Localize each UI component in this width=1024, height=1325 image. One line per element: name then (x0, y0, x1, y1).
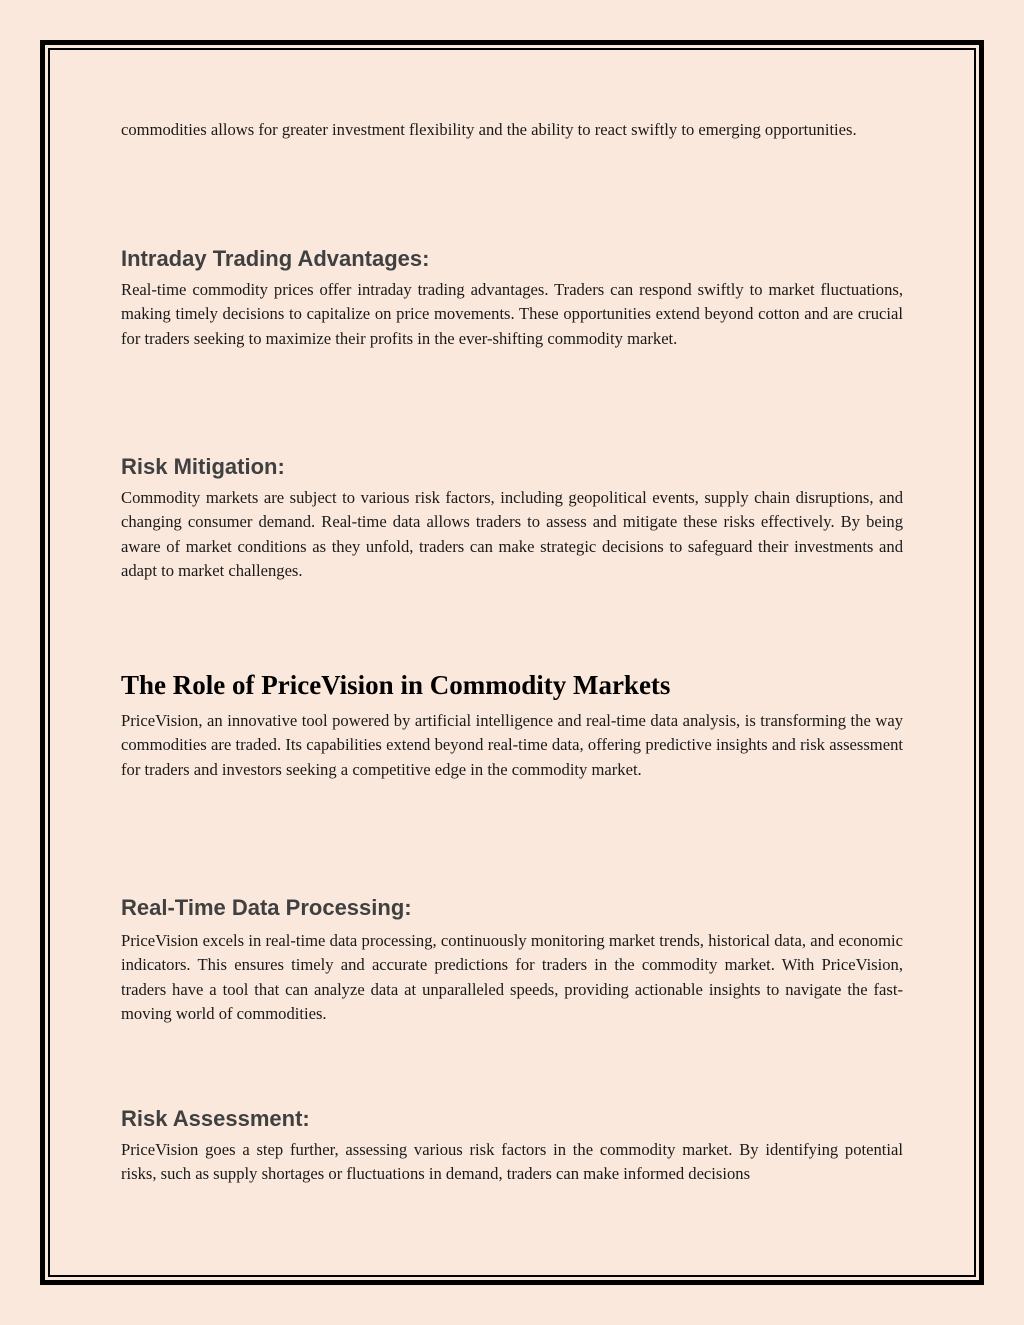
intro-paragraph: commodities allows for greater investment flexibility and the ability to react swiftly to emerging opportunities. (121, 120, 857, 139)
section-intraday-trading (121, 246, 903, 351)
section-title: The Role of PriceVision in Commodity Markets (121, 670, 671, 700)
section-heading: Risk Mitigation: (121, 454, 285, 479)
intro-block (121, 118, 903, 142)
section-paragraph: PriceVision excels in real-time data processing, continuously monitoring market trends, historical data, and economic indicators. This ensures timely and accurate predictions for traders in the commodity market. With PriceVision, traders have a tool that can analyze data at unparalleled speeds, providing actionable insights to navigate the fast-moving world of commodities. (121, 931, 903, 1024)
section-paragraph: Commodity markets are subject to various risk factors, including geopolitical events, supply chain disruptions, and changing consumer demand. Real-time data allows traders to assess and mitigate these risks effectively. By being aware of market conditions as they unfold, traders can make strategic decisions to safeguard their investments and adapt to market challenges. (121, 488, 903, 581)
section-paragraph: PriceVision, an innovative tool powered by artificial intelligence and real-time data analysis, is transforming the way commodities are traded. Its capabilities extend beyond real-time data, offering predictive insights and risk assessment for traders and investors seeking a competitive edge in the commodity market. (121, 711, 903, 779)
section-paragraph: Real-time commodity prices offer intraday trading advantages. Traders can respond swiftly to market fluctuations, making timely decisions to capitalize on price movements. These opportunities extend beyond cotton and are crucial for traders seeking to maximize their profits in the ever-shifting commodity market. (121, 280, 903, 348)
section-heading: Risk Assessment: (121, 1106, 310, 1131)
page-border-inner (48, 48, 976, 1277)
section-risk-assessment (121, 1106, 903, 1187)
section-real-time-data (121, 895, 903, 1027)
section-paragraph: PriceVision goes a step further, assessing various risk factors in the commodity market. By identifying potential risks, such as supply shortages or fluctuations in demand, traders can make informed decisions (121, 1140, 903, 1184)
section-heading: Intraday Trading Advantages: (121, 246, 430, 271)
section-pricevision-role (121, 670, 903, 782)
section-heading: Real-Time Data Processing: (121, 895, 412, 920)
page-border (40, 40, 984, 1285)
section-risk-mitigation (121, 454, 903, 584)
